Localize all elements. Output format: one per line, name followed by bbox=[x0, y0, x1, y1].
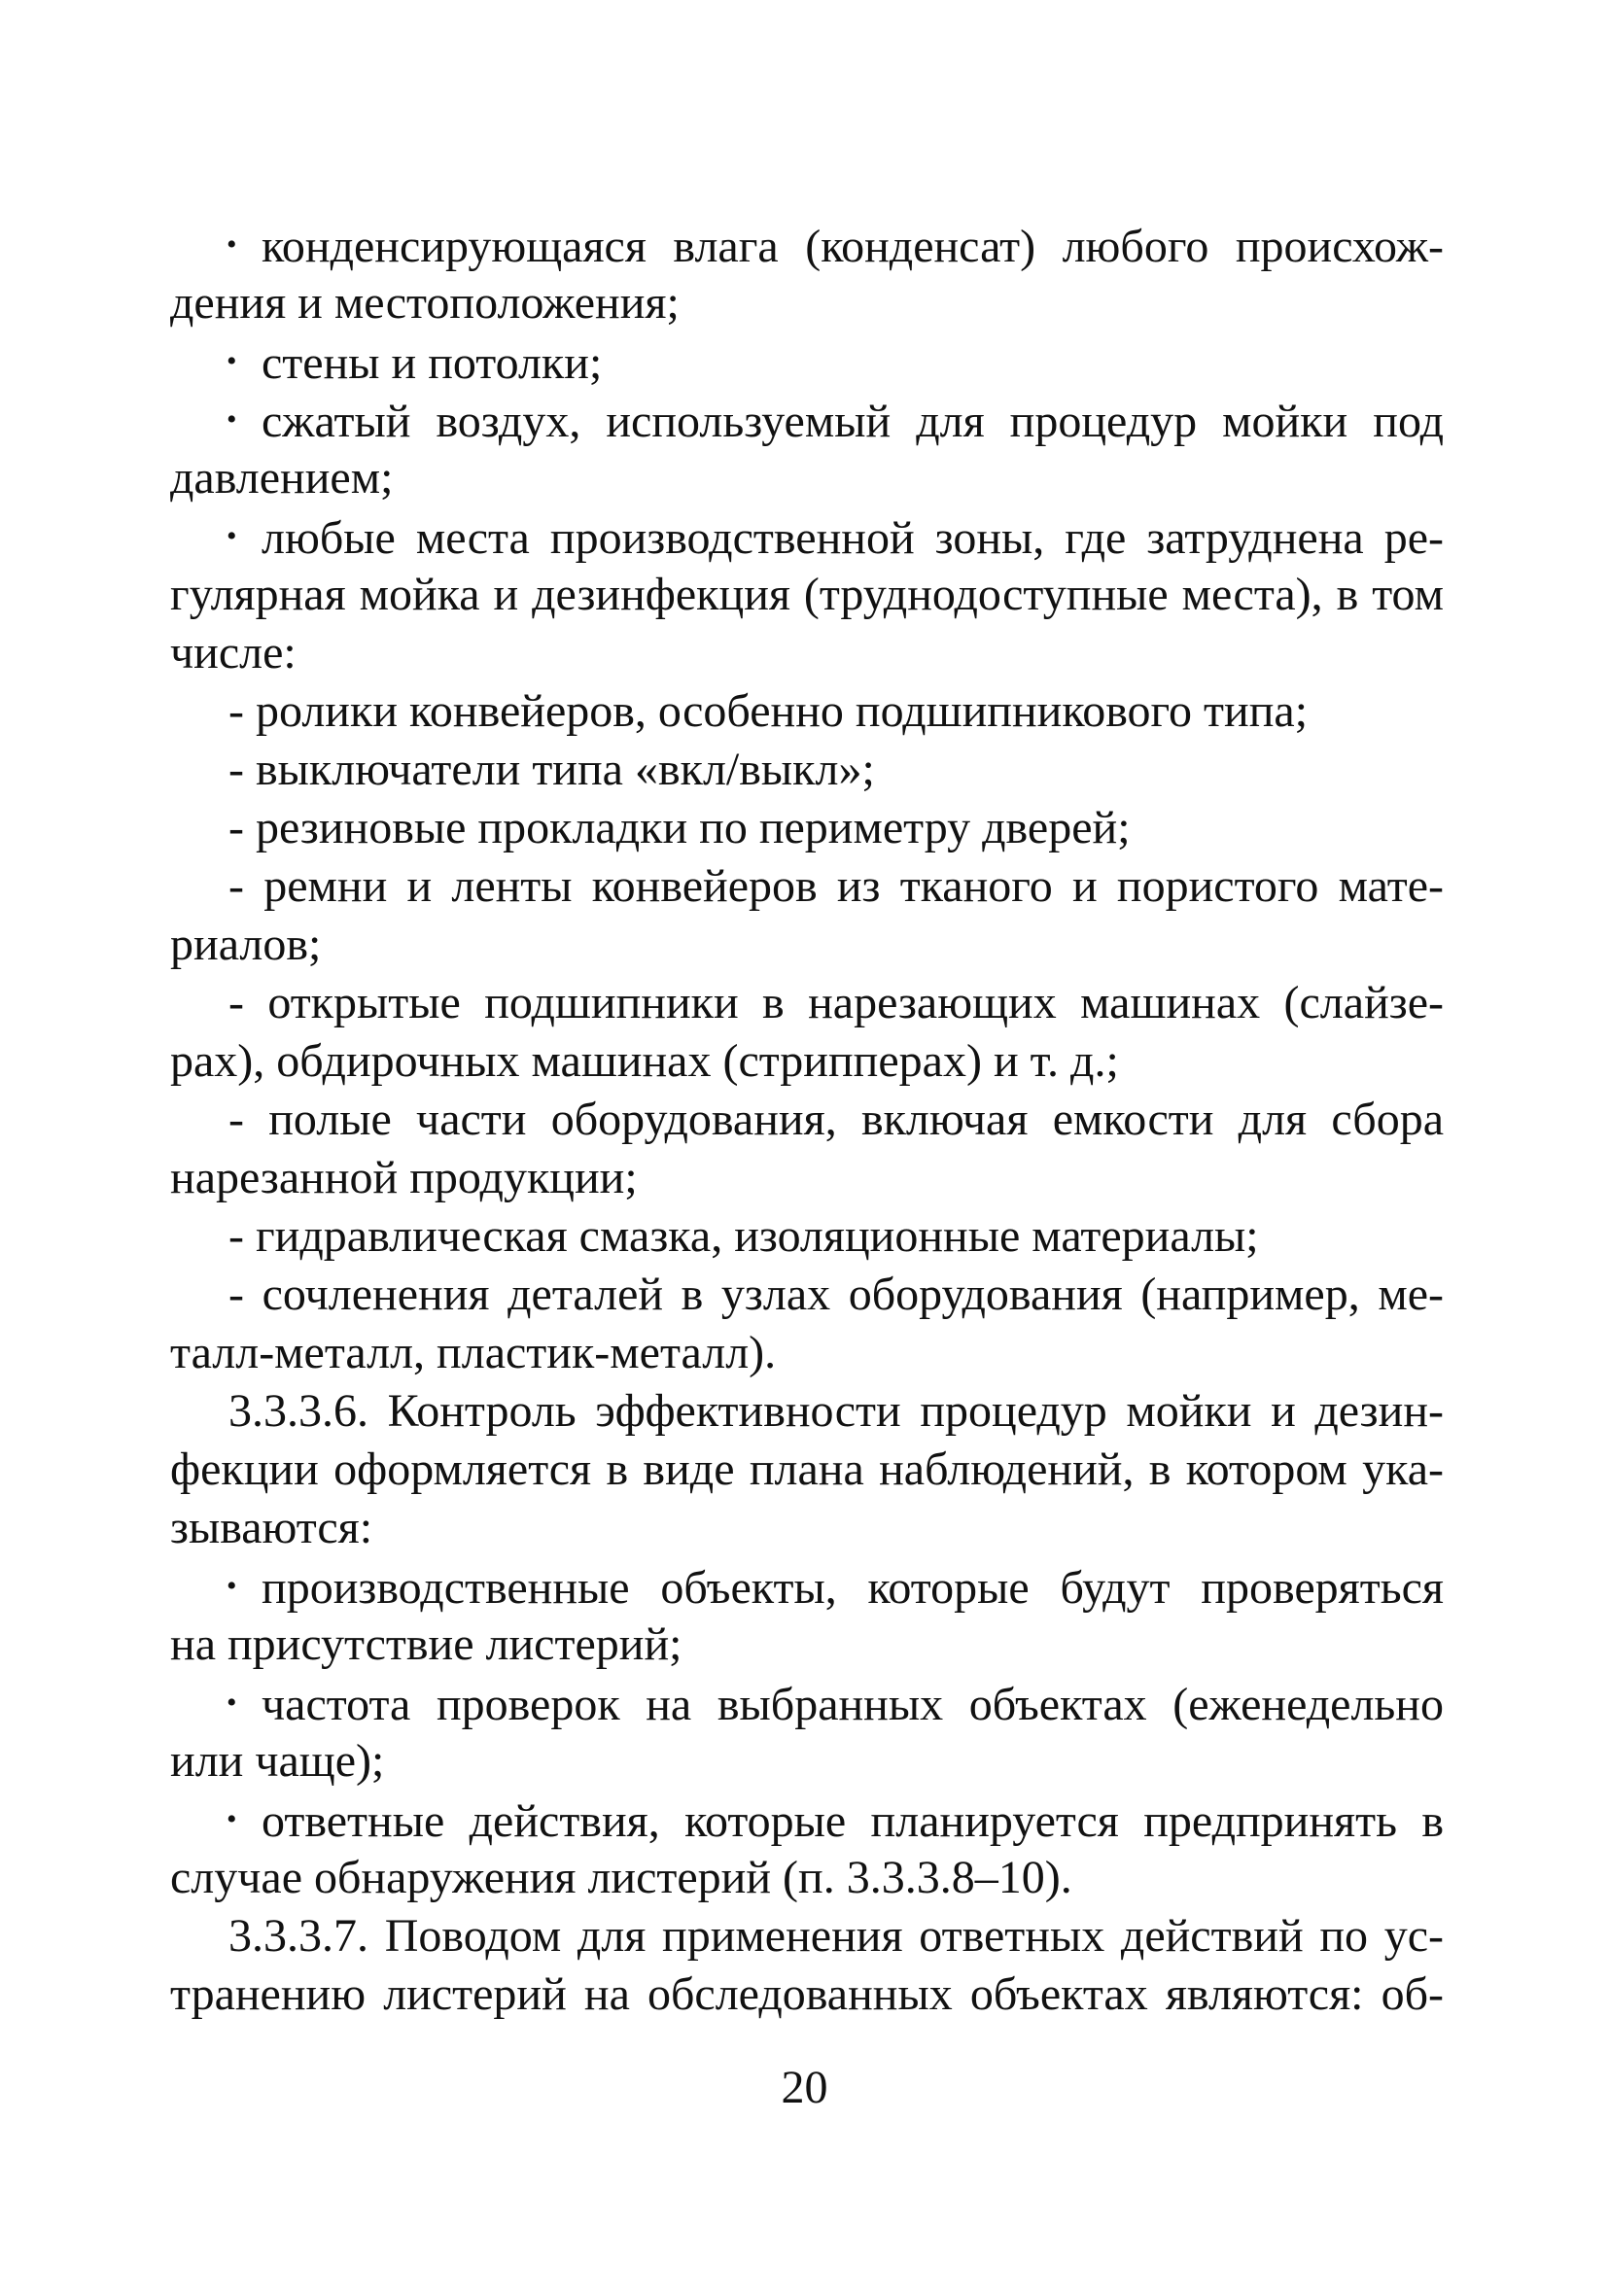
text-line: - резиновые прокладки по периметру дверей; bbox=[228, 802, 1131, 853]
bullet-icon: • bbox=[227, 228, 237, 261]
text-line: или чаще); bbox=[170, 1735, 385, 1787]
text-line: риалов; bbox=[170, 919, 322, 970]
bullet-icon: • bbox=[227, 520, 237, 552]
text-line: производственные объекты, которые будут проверяться bbox=[262, 1562, 1444, 1614]
bullet-line bbox=[170, 1791, 1444, 1849]
text-line: - открытые подшипники в нарезающих машинах (слайзе- bbox=[228, 977, 1444, 1028]
document-page bbox=[170, 216, 1444, 2024]
bullet-line bbox=[170, 1674, 1444, 1732]
text-line: рах), обдирочных машинах (стрипперах) и т. д.; bbox=[170, 1035, 1119, 1087]
bullet-icon: • bbox=[227, 1570, 237, 1602]
text-line: случае обнаружения листерий (п. 3.3.3.8–10). bbox=[170, 1852, 1072, 1903]
text-line: - ремни и ленты конвейеров из тканого и пористого мате- bbox=[228, 860, 1444, 912]
text-line: любые места производственной зоны, где затруднена ре- bbox=[262, 512, 1444, 564]
text-line: гулярная мойка и дезинфекция (труднодоступные места), в том bbox=[170, 569, 1444, 620]
text-line: 3.3.3.6. Контроль эффективности процедур мойки и дезин- bbox=[228, 1385, 1444, 1437]
text-line: ответные действия, которые планируется предпринять в bbox=[262, 1795, 1444, 1847]
text-line: зываются: bbox=[170, 1502, 373, 1553]
text-line: стены и потолки; bbox=[262, 337, 603, 389]
text-line: транению листерий на обследованных объектах являются: об- bbox=[170, 1968, 1444, 2020]
text-line: числе: bbox=[170, 627, 297, 678]
text-line: конденсирующаяся влага (конденсат) любого происхож- bbox=[262, 221, 1444, 272]
text-line: дения и местоположения; bbox=[170, 277, 680, 329]
text-line: давлением; bbox=[170, 452, 394, 504]
bullet-line bbox=[170, 391, 1444, 449]
text-line: - гидравлическая смазка, изоляционные материалы; bbox=[228, 1210, 1259, 1262]
bullet-icon: • bbox=[227, 1687, 237, 1719]
text-line: - ролики конвейеров, особенно подшипникового типа; bbox=[228, 685, 1309, 737]
text-line: 3.3.3.7. Поводом для применения ответных действий по ус- bbox=[228, 1910, 1444, 1962]
bullet-line bbox=[170, 1557, 1444, 1616]
text-line: сжатый воздух, используемый для процедур мойки под bbox=[262, 396, 1444, 447]
text-line: частота проверок на выбранных объектах (еженедельно bbox=[262, 1679, 1444, 1730]
text-line: - полые части оборудования, включая емкости для сбора bbox=[228, 1094, 1444, 1145]
text-line: - выключатели типа «вкл/выкл»; bbox=[228, 744, 875, 795]
text-line: нарезанной продукции; bbox=[170, 1152, 638, 1203]
text-line: на присутствие листерий; bbox=[170, 1618, 682, 1670]
bullet-line bbox=[170, 216, 1444, 274]
text-line: - сочленения деталей в узлах оборудования (например, ме- bbox=[228, 1269, 1444, 1320]
bullet-line bbox=[170, 332, 1444, 391]
bullet-line bbox=[170, 507, 1444, 566]
text-line: фекции оформляется в виде плана наблюдений, в котором ука- bbox=[170, 1444, 1444, 1495]
text-line: талл-металл, пластик-металл). bbox=[170, 1327, 777, 1378]
page-number: 20 bbox=[781, 2062, 828, 2113]
bullet-icon: • bbox=[227, 1803, 237, 1835]
bullet-icon: • bbox=[227, 345, 237, 377]
bullet-icon: • bbox=[227, 403, 237, 435]
